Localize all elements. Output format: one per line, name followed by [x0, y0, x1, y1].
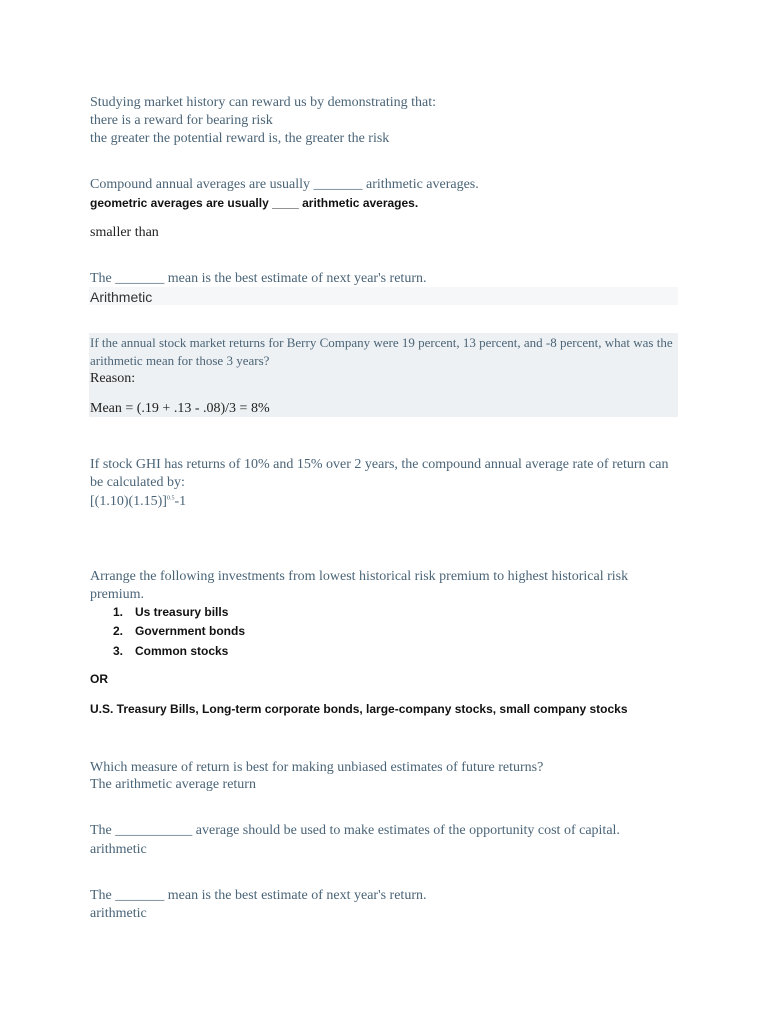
list-item-label: Us treasury bills [135, 605, 229, 619]
q4-question: If the annual stock market returns for Berry Company were 19 percent, 13 percent, and -8 percent, what was the arithmetic mean for those 3 years? [90, 335, 673, 368]
q5-formula [90, 493, 186, 511]
q2-answer: smaller than [90, 225, 159, 240]
list-item-number: 1. [113, 605, 124, 619]
list-item [113, 642, 228, 660]
q1-answer-2: the greater the potential reward is, the greater the risk [90, 131, 390, 146]
list-item [113, 622, 245, 640]
q6-question: Arrange the following investments from lowest historical risk premium to highest historical risk premium. [90, 569, 629, 602]
q6-alternative: U.S. Treasury Bills, Long-term corporate bonds, large-company stocks, small company stocks [90, 702, 628, 716]
q8-question: The ___________ average should be used to make estimates of the opportunity cost of capital. [90, 823, 620, 838]
list-item [113, 603, 228, 621]
q3-answer: Arithmetic [90, 289, 153, 305]
q2-variant: geometric averages are usually ____ arithmetic averages. [90, 196, 419, 210]
q2-question: Compound annual averages are usually _______ arithmetic averages. [90, 177, 479, 192]
q8-answer: arithmetic [90, 842, 147, 857]
q4-formula: Mean = (.19 + .13 - .08)/3 = 8% [90, 401, 270, 416]
list-item-label: Government bonds [135, 624, 246, 638]
q5-formula-main: [(1.10)(1.15)] [90, 494, 167, 509]
list-item-number: 2. [113, 624, 124, 638]
q7-question: Which measure of return is best for making unbiased estimates of future returns? [90, 760, 544, 775]
q3-question: The _______ mean is the best estimate of next year's return. [90, 271, 427, 286]
q1-question: Studying market history can reward us by demonstrating that: [90, 95, 437, 110]
q5-formula-exponent: 0.5 [166, 495, 175, 502]
q1-answer-1: there is a reward for bearing risk [90, 113, 273, 128]
list-item-number: 3. [113, 644, 124, 658]
q6-or-label: OR [90, 672, 108, 686]
q7-answer: The arithmetic average return [90, 777, 256, 792]
q5-question: If stock GHI has returns of 10% and 15% over 2 years, the compound annual average rate of return can be calculated by: [90, 457, 669, 490]
q5-formula-tail: -1 [174, 494, 187, 509]
q9-answer: arithmetic [90, 906, 147, 921]
q3-answer-highlight [89, 287, 678, 305]
q4-reason-label: Reason: [90, 371, 136, 386]
q9-question: The _______ mean is the best estimate of next year's return. [90, 888, 427, 903]
list-item-label: Common stocks [135, 644, 229, 658]
